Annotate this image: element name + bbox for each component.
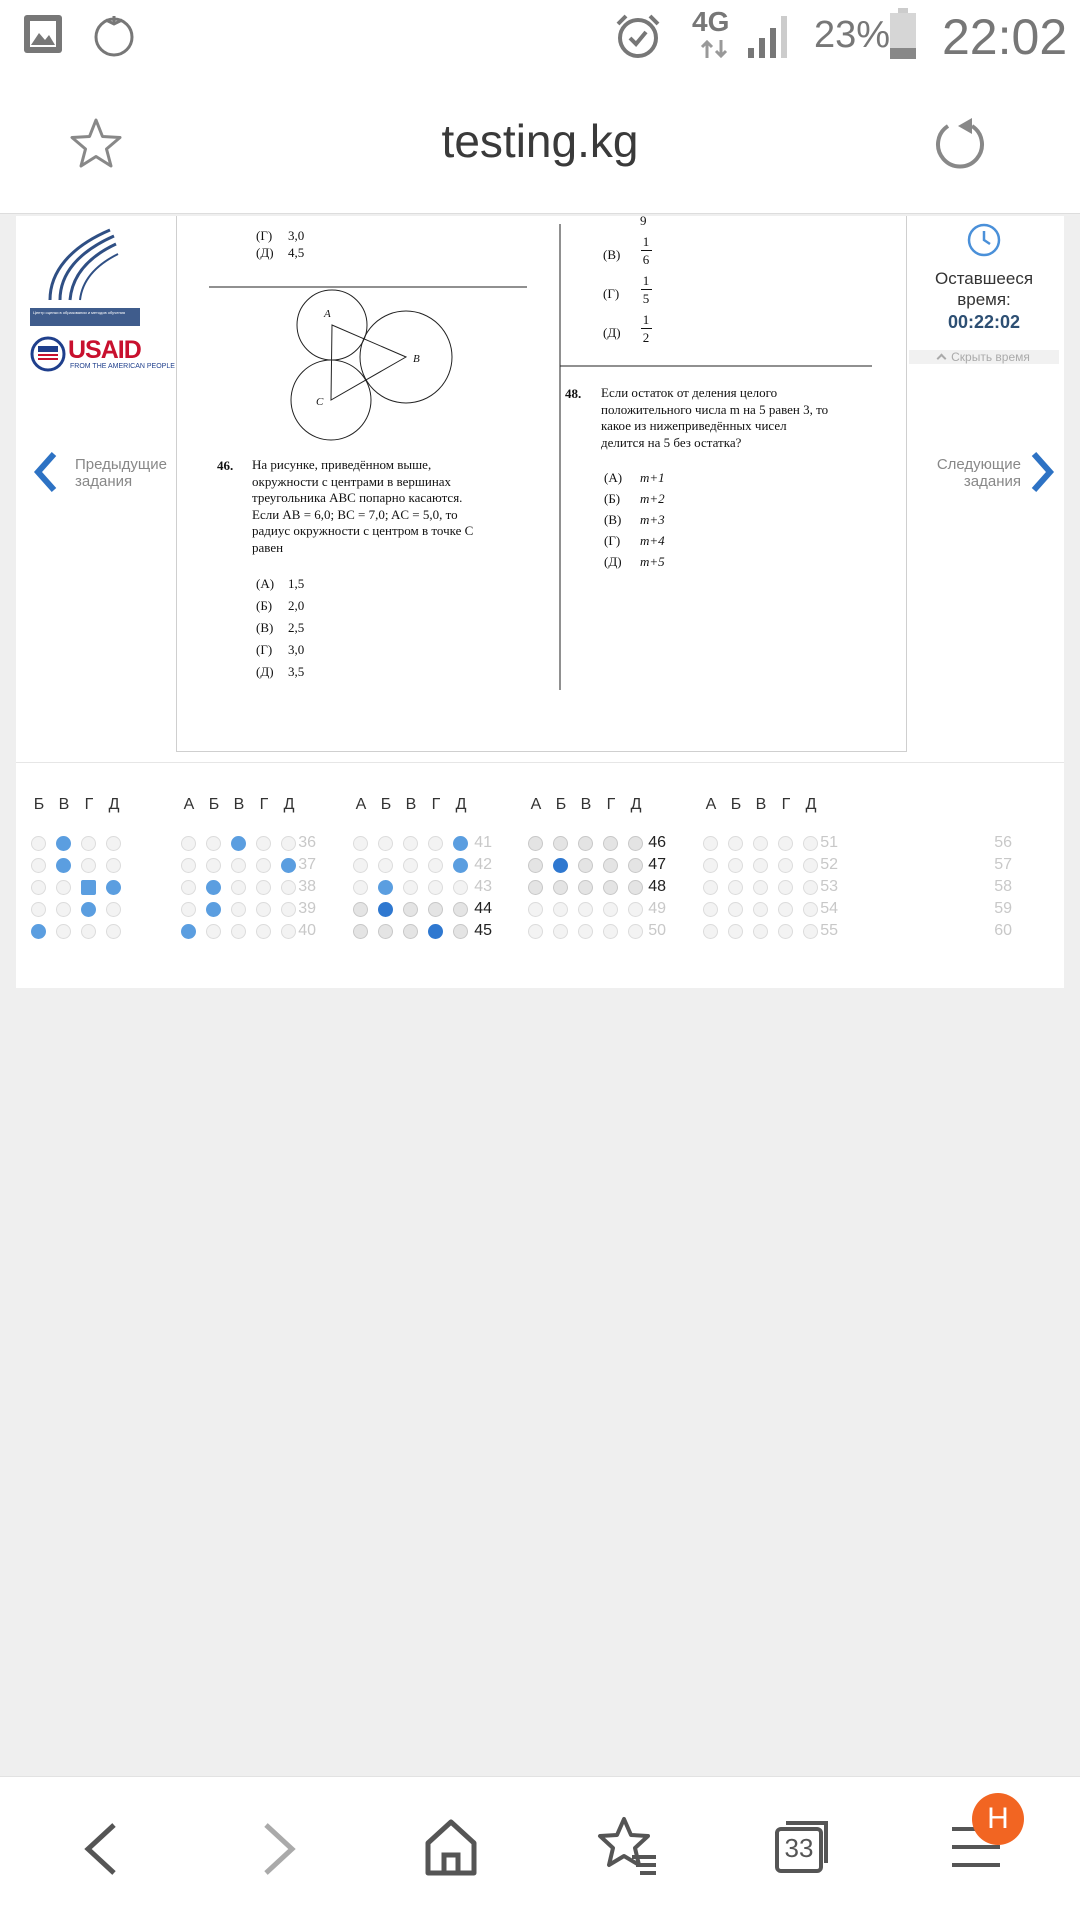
answer-dot[interactable]	[603, 924, 618, 939]
answer-dot[interactable]	[31, 880, 46, 895]
next-tasks-label	[916, 456, 1021, 490]
answer-dot[interactable]	[753, 902, 768, 917]
q48-line: какое из нижеприведённых чисел	[601, 418, 787, 433]
fraction-denominator: 2	[642, 330, 650, 345]
column-header: Д	[283, 796, 295, 813]
answer-dot[interactable]	[206, 836, 221, 851]
chevron-right-icon	[1030, 450, 1056, 494]
option-value: m+5	[640, 554, 665, 569]
answer-dot[interactable]	[281, 924, 296, 939]
hide-time-label: Скрыть время	[951, 350, 1030, 364]
q47-option-letter: (Г)	[603, 286, 620, 301]
option-letter: (Г)	[604, 533, 621, 548]
column-header: А	[183, 796, 195, 813]
tabs-button[interactable]	[774, 1817, 832, 1875]
answer-dot[interactable]	[206, 880, 221, 895]
answer-dot[interactable]	[703, 858, 718, 873]
answer-dot[interactable]	[206, 924, 221, 939]
answer-dot[interactable]	[281, 858, 296, 873]
q47-option-letter: (Д)	[603, 325, 621, 340]
hide-time-button[interactable]	[909, 350, 1059, 364]
answer-dot[interactable]	[281, 902, 296, 917]
org-logo	[30, 222, 140, 322]
prev-tasks-label	[75, 456, 167, 490]
answer-dot[interactable]	[453, 858, 468, 873]
next-label-line2: задания	[963, 473, 1021, 490]
figure-label-b: B	[413, 353, 420, 365]
column-header: Д	[630, 796, 642, 813]
answer-dot[interactable]	[728, 858, 743, 873]
q47-cut-digit: 9	[640, 216, 647, 228]
prev-tasks-button[interactable]	[32, 450, 167, 496]
q46-option	[256, 619, 304, 641]
question-number[interactable]: 46	[648, 834, 666, 851]
org-logo-mark	[30, 222, 140, 302]
answer-dot[interactable]	[106, 924, 121, 939]
time-remaining-label	[904, 268, 1064, 310]
usaid-logo	[30, 336, 175, 376]
prev-option-letter: (Г)	[256, 228, 273, 243]
option-letter: (Б)	[604, 491, 621, 506]
answer-dot[interactable]	[803, 880, 818, 895]
answer-dot[interactable]	[403, 880, 418, 895]
answer-dot[interactable]	[281, 836, 296, 851]
answer-dot[interactable]	[703, 836, 718, 851]
answer-dot[interactable]	[106, 902, 121, 917]
option-value: m+2	[640, 491, 665, 506]
q46-line: равен	[252, 539, 284, 555]
column-header: В	[755, 796, 767, 813]
q48-line: положительного числа m на 5 равен 3, то	[601, 401, 829, 417]
column-header: Б	[555, 796, 567, 813]
battery-icon	[888, 8, 918, 60]
answer-dot[interactable]	[181, 836, 196, 851]
answer-dot[interactable]	[231, 902, 246, 917]
timer-label-line2: время:	[957, 290, 1011, 309]
answer-dot[interactable]	[803, 902, 818, 917]
answer-dot[interactable]	[106, 836, 121, 851]
answer-dot[interactable]	[703, 924, 718, 939]
column-header: Д	[455, 796, 467, 813]
answer-dot[interactable]	[578, 902, 593, 917]
answer-dot[interactable]	[81, 880, 96, 895]
q46-text	[252, 457, 473, 556]
q48-line: Если остаток от деления целого	[601, 385, 778, 400]
answer-dot[interactable]	[256, 858, 271, 873]
answer-dot[interactable]	[728, 924, 743, 939]
question-number[interactable]: 49	[648, 900, 666, 917]
answer-dot[interactable]	[703, 902, 718, 917]
column-header: А	[355, 796, 367, 813]
answer-dot[interactable]	[403, 858, 418, 873]
question-number[interactable]: 36	[298, 834, 316, 851]
answer-dot[interactable]	[256, 880, 271, 895]
answer-dot[interactable]	[453, 924, 468, 939]
q48-option	[604, 469, 665, 490]
answer-dot[interactable]	[628, 836, 643, 851]
answer-dot[interactable]	[181, 880, 196, 895]
question-number[interactable]: 48	[648, 878, 666, 895]
column-header: Г	[84, 796, 94, 813]
q47-fraction	[639, 234, 653, 267]
q48-option	[604, 532, 665, 553]
answer-dot[interactable]	[578, 924, 593, 939]
column-header: В	[58, 796, 70, 813]
figure-label-a: A	[324, 308, 331, 320]
answer-dot[interactable]	[106, 880, 121, 895]
alarm-icon	[612, 10, 664, 62]
time-remaining-value: 00:22:02	[947, 312, 1021, 332]
fraction-denominator: 5	[642, 291, 650, 306]
question-number[interactable]: 58	[994, 878, 1012, 895]
option-letter: (Д)	[256, 664, 274, 679]
answer-dot[interactable]	[31, 902, 46, 917]
answer-dot[interactable]	[428, 836, 443, 851]
q46-line: Если AB = 6,0; BC = 7,0; AC = 5,0, то	[252, 506, 458, 522]
fraction-numerator: 1	[642, 312, 650, 327]
answer-dot[interactable]	[353, 858, 368, 873]
option-value: 1,5	[288, 576, 305, 591]
fraction-numerator: 1	[642, 234, 650, 249]
network-type: 4G	[692, 6, 730, 37]
answer-dot[interactable]	[528, 902, 543, 917]
column-header: В	[405, 796, 417, 813]
q47-option-letter: (В)	[603, 247, 621, 262]
answer-dot[interactable]	[753, 836, 768, 851]
answer-dot[interactable]	[231, 836, 246, 851]
fraction-numerator: 1	[642, 273, 650, 288]
q46-option	[256, 597, 304, 619]
q48-option	[604, 511, 665, 532]
q46-option	[256, 641, 304, 663]
column-header: Д	[108, 796, 120, 813]
answer-dot[interactable]	[553, 880, 568, 895]
answer-dot[interactable]	[378, 880, 393, 895]
option-value: 3,5	[288, 664, 305, 679]
column-header: Б	[208, 796, 220, 813]
column-header: А	[530, 796, 542, 813]
answer-dot[interactable]	[81, 924, 96, 939]
tabs-count: 33	[784, 1833, 814, 1863]
column-header: А	[705, 796, 717, 813]
forward-icon[interactable]	[256, 1821, 300, 1877]
option-letter: (Г)	[256, 642, 273, 657]
answer-dot[interactable]	[778, 924, 793, 939]
option-letter: (Б)	[256, 598, 273, 613]
home-icon[interactable]	[422, 1817, 480, 1877]
answer-dot[interactable]	[181, 924, 196, 939]
answer-dot[interactable]	[56, 880, 71, 895]
answer-dot[interactable]	[31, 924, 46, 939]
question-number[interactable]: 50	[648, 922, 666, 939]
option-letter: (В)	[604, 512, 622, 527]
answer-dot[interactable]	[778, 836, 793, 851]
answer-dot[interactable]	[578, 858, 593, 873]
answer-dot[interactable]	[56, 858, 71, 873]
answer-dot[interactable]	[603, 880, 618, 895]
answer-dot[interactable]	[353, 836, 368, 851]
answer-dot[interactable]	[256, 924, 271, 939]
question-number[interactable]: 45	[474, 922, 492, 939]
column-header: Г	[781, 796, 791, 813]
option-value: 2,0	[288, 598, 305, 613]
answer-dot[interactable]	[553, 902, 568, 917]
column-header: Д	[805, 796, 817, 813]
signal-icon	[746, 12, 794, 60]
answer-dot[interactable]	[378, 858, 393, 873]
answer-dot[interactable]	[353, 924, 368, 939]
answer-dot[interactable]	[628, 902, 643, 917]
option-letter: (А)	[256, 576, 275, 591]
option-value: m+1	[640, 470, 665, 485]
browser-bottom-nav	[0, 1776, 1080, 1920]
answer-dot[interactable]	[803, 858, 818, 873]
timer-label-line1: Оставшееся	[934, 269, 1034, 288]
test-sheet	[176, 216, 907, 752]
q46-option	[256, 663, 304, 685]
org-caption: Центр оценки в образовании и методов обучения	[30, 308, 140, 326]
answer-dot[interactable]	[528, 836, 543, 851]
prev-option-value: 4,5	[288, 245, 305, 260]
battery-percent: 23%	[814, 14, 891, 56]
answer-dot[interactable]	[81, 902, 96, 917]
answer-dot[interactable]	[728, 880, 743, 895]
answer-dot[interactable]	[628, 858, 643, 873]
answer-dot[interactable]	[628, 924, 643, 939]
q46-line: окружности с центрами в вершинах	[252, 473, 452, 489]
question-number[interactable]: 59	[994, 900, 1012, 917]
answer-dot[interactable]	[553, 858, 568, 873]
next-tasks-button[interactable]	[916, 450, 1064, 496]
question-number[interactable]: 40	[298, 922, 316, 939]
q46-line: треугольника ABC попарно касаются.	[252, 490, 463, 505]
gallery-icon	[22, 13, 64, 55]
answer-dot[interactable]	[778, 858, 793, 873]
option-value: 3,0	[288, 642, 305, 657]
answer-dot[interactable]	[428, 902, 443, 917]
question-number[interactable]: 56	[994, 834, 1012, 851]
fraction-denominator: 6	[642, 252, 650, 267]
question-number[interactable]: 55	[820, 922, 838, 939]
answer-dot[interactable]	[403, 902, 418, 917]
answer-dot[interactable]	[553, 924, 568, 939]
next-label-line1: Следующие	[936, 456, 1021, 473]
q48-line: делится на 5 без остатка?	[601, 434, 742, 450]
q48-option	[604, 553, 665, 574]
question-number[interactable]: 53	[820, 878, 838, 895]
answer-dot[interactable]	[231, 880, 246, 895]
answer-dot[interactable]	[528, 858, 543, 873]
status-bar	[0, 0, 1080, 74]
answer-dot[interactable]	[453, 902, 468, 917]
column-header: Г	[259, 796, 269, 813]
answer-dot[interactable]	[453, 880, 468, 895]
answer-dot[interactable]	[56, 924, 71, 939]
question-number[interactable]: 44	[474, 900, 492, 917]
answer-dot[interactable]	[778, 902, 793, 917]
answer-dot[interactable]	[578, 880, 593, 895]
q46-line: радиус окружности с центром в точке C	[252, 523, 474, 538]
answer-dot[interactable]	[603, 836, 618, 851]
prev-option-letter: (Д)	[256, 245, 274, 260]
answer-dot[interactable]	[528, 924, 543, 939]
data-arrows-icon	[698, 38, 730, 60]
answer-dot[interactable]	[256, 836, 271, 851]
answer-dot[interactable]	[428, 880, 443, 895]
option-value: m+3	[640, 512, 665, 527]
answer-dot[interactable]	[428, 858, 443, 873]
option-value: 2,5	[288, 620, 305, 635]
answer-dot[interactable]	[281, 880, 296, 895]
back-icon[interactable]	[80, 1821, 124, 1877]
figure-label-c: C	[316, 396, 324, 408]
question-number[interactable]: 52	[820, 856, 838, 873]
test-content-area	[16, 216, 1064, 988]
answer-dot[interactable]	[753, 924, 768, 939]
prev-option-value: 3,0	[288, 228, 305, 243]
usaid-tagline: FROM THE AMERICAN PEOPLE	[70, 363, 175, 370]
answer-dot[interactable]	[231, 858, 246, 873]
profile-badge[interactable]: Н	[972, 1793, 1024, 1845]
q48-number: 48.	[565, 386, 582, 401]
option-letter: (В)	[256, 620, 274, 635]
answer-dot[interactable]	[553, 836, 568, 851]
question-number[interactable]: 54	[820, 900, 838, 917]
answer-dot[interactable]	[753, 858, 768, 873]
star-icon[interactable]	[68, 116, 124, 172]
answer-dot[interactable]	[231, 924, 246, 939]
column-header: В	[580, 796, 592, 813]
q47-fraction	[639, 312, 653, 345]
answer-dot[interactable]	[56, 902, 71, 917]
column-header: Б	[33, 796, 45, 813]
q48-text	[601, 385, 828, 451]
q47-fraction	[639, 273, 653, 306]
answer-dot[interactable]	[181, 902, 196, 917]
answer-dot[interactable]	[181, 858, 196, 873]
clock-icon	[966, 222, 1002, 258]
answer-dot[interactable]	[403, 924, 418, 939]
question-number[interactable]: 38	[298, 878, 316, 895]
answer-dot[interactable]	[803, 836, 818, 851]
column-header: Б	[730, 796, 742, 813]
q48-option	[604, 490, 665, 511]
column-header: В	[233, 796, 245, 813]
question-number[interactable]: 43	[474, 878, 492, 895]
answer-dot[interactable]	[206, 902, 221, 917]
option-letter: (Д)	[604, 554, 622, 569]
answer-dot[interactable]	[378, 836, 393, 851]
answer-dot[interactable]	[353, 902, 368, 917]
usaid-seal-icon	[30, 336, 66, 372]
clock: 22:02	[942, 9, 1068, 65]
browser-toolbar	[0, 74, 1080, 214]
column-header: Г	[431, 796, 441, 813]
answer-dot[interactable]	[453, 836, 468, 851]
prev-label-line1: Предыдущие	[75, 456, 167, 473]
reload-icon[interactable]	[930, 114, 990, 174]
answer-dot[interactable]	[378, 924, 393, 939]
answer-dot[interactable]	[778, 880, 793, 895]
question-number[interactable]: 47	[648, 856, 666, 873]
column-header: Г	[606, 796, 616, 813]
grid-divider	[16, 762, 1064, 763]
answer-dot[interactable]	[428, 924, 443, 939]
answer-dot[interactable]	[81, 858, 96, 873]
q46-number: 46.	[217, 458, 234, 473]
answer-dot[interactable]	[703, 880, 718, 895]
question-number[interactable]: 37	[298, 856, 316, 873]
question-number[interactable]: 39	[298, 900, 316, 917]
answer-dot[interactable]	[106, 858, 121, 873]
prev-label-line2: задания	[75, 473, 133, 490]
answer-dot[interactable]	[603, 858, 618, 873]
tomato-icon	[90, 10, 138, 58]
q48-options	[604, 469, 665, 574]
question-number[interactable]: 41	[474, 834, 492, 851]
q46-options	[256, 575, 304, 685]
answer-dot[interactable]	[31, 836, 46, 851]
answer-dot[interactable]	[628, 880, 643, 895]
address-bar[interactable]: testing.kg	[441, 115, 639, 167]
answer-dot[interactable]	[206, 858, 221, 873]
answer-dot[interactable]	[603, 902, 618, 917]
question-number[interactable]: 57	[994, 856, 1012, 873]
answer-dot[interactable]	[528, 880, 543, 895]
bookmarks-icon[interactable]	[596, 1815, 660, 1877]
answer-dot[interactable]	[403, 836, 418, 851]
answer-dot[interactable]	[378, 902, 393, 917]
question-number[interactable]: 42	[474, 856, 492, 873]
answer-dot[interactable]	[578, 836, 593, 851]
option-letter: (А)	[604, 470, 623, 485]
question-number[interactable]: 60	[994, 922, 1012, 939]
question-number[interactable]: 51	[820, 834, 838, 851]
answer-dot[interactable]	[56, 836, 71, 851]
q46-option	[256, 575, 304, 597]
answer-dot[interactable]	[353, 880, 368, 895]
chevron-left-icon	[32, 450, 58, 494]
answer-grid	[16, 796, 1064, 946]
column-header: Б	[380, 796, 392, 813]
option-value: m+4	[640, 533, 665, 548]
chevron-up-icon	[937, 354, 947, 364]
answer-dot[interactable]	[256, 902, 271, 917]
q46-line: На рисунке, приведённом выше,	[252, 457, 432, 472]
answer-dot[interactable]	[31, 858, 46, 873]
answer-dot[interactable]	[803, 924, 818, 939]
answer-dot[interactable]	[728, 902, 743, 917]
answer-dot[interactable]	[728, 836, 743, 851]
answer-dot[interactable]	[753, 880, 768, 895]
answer-dot[interactable]	[81, 836, 96, 851]
usaid-wordmark: USAID	[68, 336, 141, 364]
